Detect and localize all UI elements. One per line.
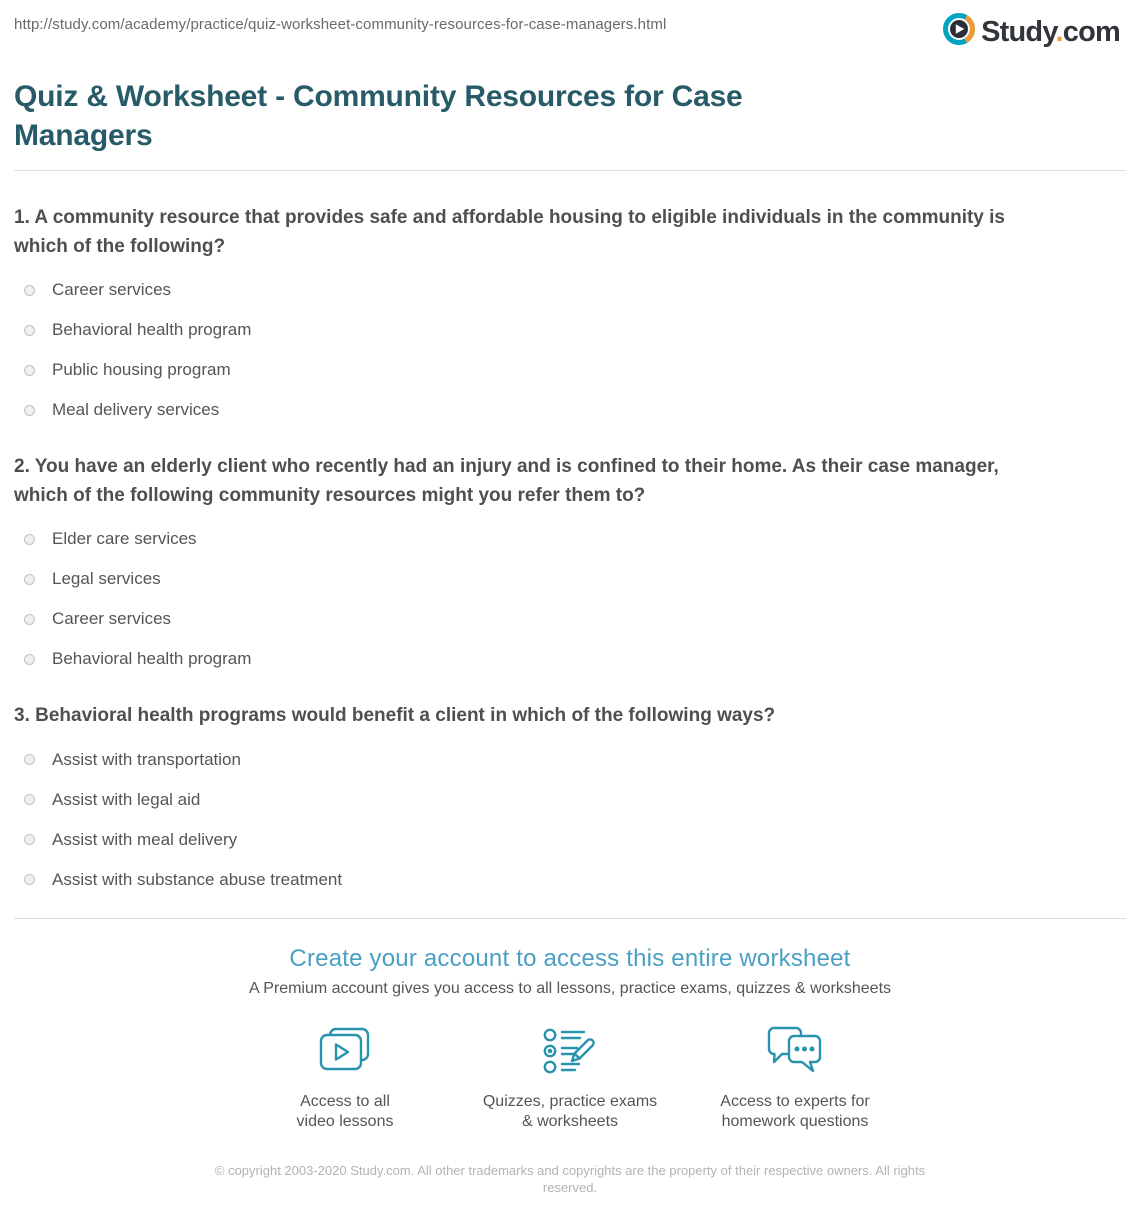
expert-chat-icon [683, 1022, 908, 1080]
answer-option-label[interactable]: Meal delivery services [52, 400, 220, 419]
answer-option-label[interactable]: Behavioral health program [52, 320, 252, 339]
answer-option-label[interactable]: Assist with transportation [52, 749, 241, 769]
play-button-logo-icon [942, 12, 976, 51]
title-divider [14, 170, 1126, 171]
radio-button[interactable] [24, 285, 35, 296]
question-text: 3. Behavioral health programs would benefit a client in which of the following ways? [14, 705, 776, 726]
create-account-section [14, 945, 1126, 1132]
feature-expert-help [683, 1022, 908, 1132]
answer-option[interactable] [24, 609, 1126, 629]
answer-option[interactable] [24, 830, 1126, 850]
answer-option[interactable] [24, 569, 1126, 589]
question-text: 1. A community resource that provides safe and affordable housing to eligible individuals in the community is which of the following? [14, 207, 1005, 257]
answer-options [14, 529, 1126, 669]
radio-button[interactable] [24, 794, 35, 805]
video-lessons-icon [233, 1022, 458, 1080]
cta-heading: Create your account to access this entire worksheet [289, 944, 851, 972]
feature-label: Access to experts for homework questions [720, 1092, 870, 1130]
feature-list [14, 1022, 1126, 1132]
page-url: http://study.com/academy/practice/quiz-worksheet-community-resources-for-case-managers.html [14, 16, 667, 33]
feature-video-lessons [233, 1022, 458, 1132]
page-title: Quiz & Worksheet - Community Resources for Case Managers [14, 80, 743, 152]
feature-quizzes-worksheets [458, 1022, 683, 1132]
feature-label: Access to all video lessons [296, 1092, 394, 1130]
radio-button[interactable] [24, 754, 35, 765]
top-bar [14, 12, 1126, 51]
answer-options [14, 280, 1126, 420]
answer-option-label[interactable]: Behavioral health program [52, 649, 252, 668]
radio-button[interactable] [24, 834, 35, 845]
radio-button[interactable] [24, 874, 35, 885]
quiz-question-2 [14, 453, 1126, 669]
radio-button[interactable] [24, 325, 35, 336]
quiz-question-3 [14, 702, 1126, 890]
section-divider [14, 918, 1126, 919]
quiz-question-1 [14, 204, 1126, 420]
answer-option-label[interactable]: Assist with legal aid [52, 789, 201, 809]
studycom-logo[interactable] [942, 12, 1120, 51]
answer-option[interactable] [24, 790, 1126, 810]
answer-option-label[interactable]: Career services [52, 609, 172, 628]
answer-option-label[interactable]: Assist with substance abuse treatment [52, 869, 343, 889]
answer-option[interactable] [24, 870, 1126, 890]
radio-button[interactable] [24, 654, 35, 665]
answer-options [14, 750, 1126, 890]
quiz-worksheet-icon [458, 1022, 683, 1080]
radio-button[interactable] [24, 405, 35, 416]
logo-dot: . [1055, 15, 1063, 48]
radio-button[interactable] [24, 614, 35, 625]
answer-option[interactable] [24, 360, 1126, 380]
answer-option-label[interactable]: Assist with meal delivery [52, 829, 238, 849]
logo-wordmark: Study.com [981, 15, 1120, 48]
answer-option[interactable] [24, 320, 1126, 340]
answer-option-label[interactable]: Career services [52, 280, 172, 299]
answer-option-label[interactable]: Elder care services [52, 529, 197, 548]
quiz-body [14, 204, 1126, 890]
radio-button[interactable] [24, 365, 35, 376]
answer-option[interactable] [24, 649, 1126, 669]
copyright-footer: © copyright 2003-2020 Study.com. All other trademarks and copyrights are the property of their respective owners. All rights reserved. [214, 1162, 926, 1195]
cta-subheading: A Premium account gives you access to all lessons, practice exams, quizzes & worksheets [248, 979, 892, 997]
answer-option[interactable] [24, 280, 1126, 300]
radio-button[interactable] [24, 574, 35, 585]
answer-option-label[interactable]: Public housing program [52, 360, 231, 379]
feature-label: Quizzes, practice exams & worksheets [482, 1092, 658, 1130]
question-text: 2. You have an elderly client who recently had an injury and is confined to their home. As their case manager, which of the following community resources might you refer them to? [14, 456, 999, 506]
answer-option[interactable] [24, 529, 1126, 549]
answer-option[interactable] [24, 750, 1126, 770]
answer-option[interactable] [24, 400, 1126, 420]
radio-button[interactable] [24, 534, 35, 545]
answer-option-label[interactable]: Legal services [52, 569, 161, 588]
